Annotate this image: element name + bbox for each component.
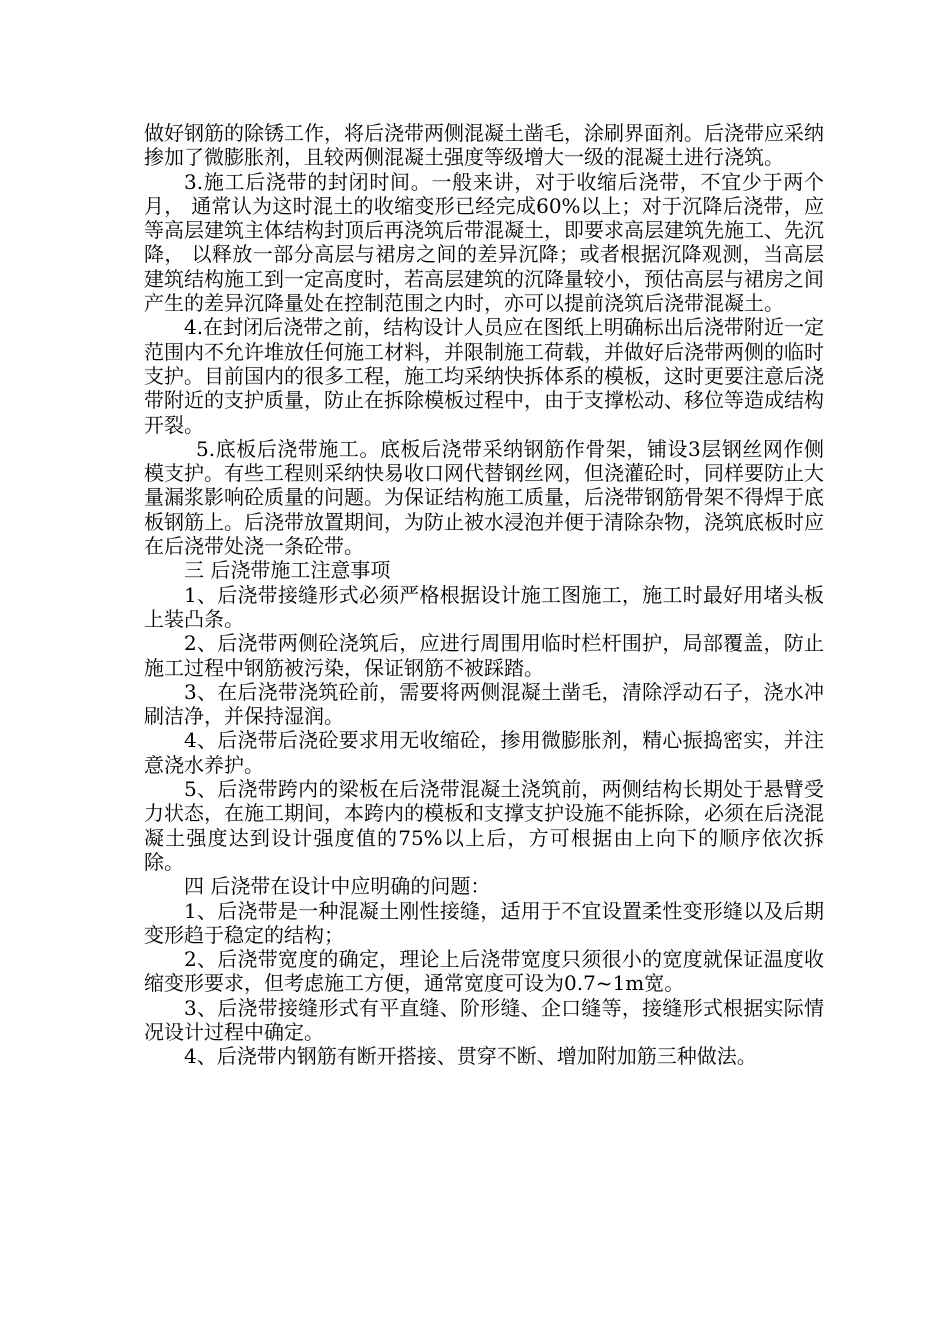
precaution-item-1: 1、后浇带接缝形式必须严格根据设计施工图施工，施工时最好用堵头板上装凸条。 [144, 582, 824, 631]
precaution-item-3: 3、在后浇带浇筑砼前，需要将两侧混凝土凿毛，清除浮动石子，浇水冲刷洁净，并保持湿润。 [144, 679, 824, 729]
paragraph-item-5-floor-slab: 5.底板后浇带施工。底板后浇带采纳钢筋作骨架，铺设3层钢丝网作侧模支护。有些工程则采纳快易收口网代替钢丝网，但浇灌砼时，同样要防止大量漏浆影响砼质量的问题。为保证结构施工质量，后浇带钢筋骨架不得焊于底板钢筋上。后浇带放置期间，为防止被水浸泡并便于清除杂物，浇筑底板时应在后浇带处浇一条砼带。 [144, 436, 824, 559]
precaution-item-4: 4、后浇带后浇砼要求用无收缩砼，掺用微膨胀剂，精心振捣密实，并注意浇水养护。 [144, 728, 824, 777]
design-item-2: 2、后浇带宽度的确定，理论上后浇带宽度只须很小的宽度就保证温度收缩变形要求，但考虑施工方便，通常宽度可设为0.7~1m宽。 [144, 947, 824, 996]
section-heading-precautions: 三 后浇带施工注意事项 [184, 558, 391, 583]
paragraph-continuation: 做好钢筋的除锈工作，将后浇带两侧混凝土凿毛，涂刷界面剂。后浇带应采纳掺加了微膨胀剂，且较两侧混凝土强度等级增大一级的混凝土进行浇筑。 [144, 121, 824, 170]
design-item-3: 3、后浇带接缝形式有平直缝、阶形缝、企口缝等，接缝形式根据实际情况设计过程中确定。 [144, 995, 824, 1044]
document-body [144, 121, 824, 1069]
design-item-4: 4、后浇带内钢筋有断开搭接、贯穿不断、增加附加筋三种做法。 [184, 1044, 757, 1069]
section-heading-design-issues: 四 后浇带在设计中应明确的问题： [184, 874, 491, 899]
precaution-item-2: 2、后浇带两侧砼浇筑后，应进行周围用临时栏杆围护，局部覆盖，防止施工过程中钢筋被污染，保证钢筋不被踩踏。 [144, 631, 824, 680]
design-item-1: 1、后浇带是一种混凝土刚性接缝，适用于不宜设置柔性变形缝以及后期变形趋于稳定的结构； [144, 898, 824, 947]
paragraph-item-4-before-closing: 4.在封闭后浇带之前，结构设计人员应在图纸上明确标出后浇带附近一定范围内不允许堆放任何施工材料，并限制施工荷载，并做好后浇带两侧的临时支护。目前国内的很多工程，施工均采纳快拆体系的模板，这时更要注意后浇带附近的支护质量，防止在拆除模板过程中，由于支撑松动、移位等造成结构开裂。 [144, 315, 824, 437]
paragraph-item-3-closing-time: 3.施工后浇带的封闭时间。一般来讲，对于收缩后浇带，不宜少于两个月， 通常认为这时混土的收缩变形已经完成60%以上；对于沉降后浇带，应等高层建筑主体结构封顶后再浇筑后带混凝土，即要求高层建筑先施工、先沉降， 以释放一部分高层与裙房之间的差异沉降；或者根据沉降观测，当高层建筑结构施工到一定高度时，若高层建筑的沉降量较小，预估高层与裙房之间产生的差异沉降量处在控制范围之内时，亦可以提前浇筑后浇带混凝土。 [144, 169, 824, 316]
precaution-item-5: 5、后浇带跨内的梁板在后浇带混凝土浇筑前，两侧结构长期处于悬臂受力状态，在施工期间，本跨内的模板和支撑支护设施不能拆除，必须在后浇混凝土强度达到设计强度值的75%以上后，方可根据由上向下的顺序依次拆除。 [144, 777, 824, 874]
